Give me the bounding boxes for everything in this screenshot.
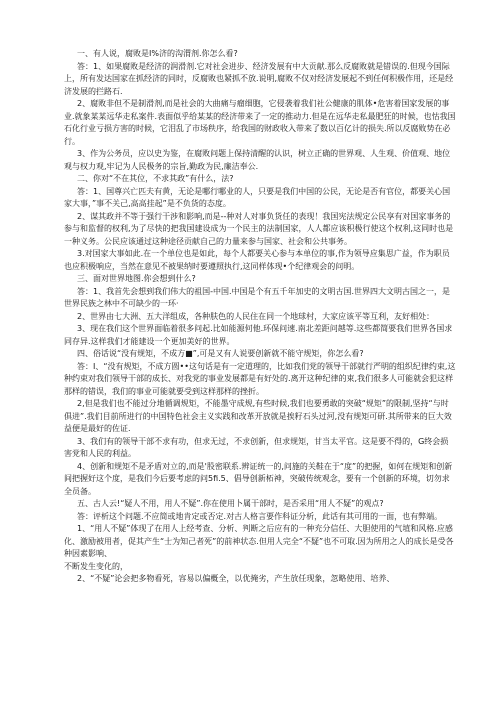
paragraph: 1、“用人不疑”体现了在用人上经考查、分析、判断之后应有的一种充分信任、大胆使用的气埴和风格.应感化、激励被用者，促其产生“士为知己者死”的前神状态.但用人完全“不疑”也不可取.因为所用之人的成长是受各种因素影响、 — [64, 524, 454, 558]
paragraph: 3、我们有的领导干部不求有功，但求无过，不求创新，但求规矩，甘当太平官。这是要不得的，G终会损害党和人民的利益。 — [64, 436, 449, 458]
paragraph: 答：I、“没有规矩，不成方圆••这句话是有一定道理的，比如我们党的领导干部就行严明的组织纪律约束,这种约束对我们领导干部的成长、对我党的事业发展都是有好处的.离开这种纪律的束,我们很多人可能就会犯这样那样的错误，我们的事业可能就要受到这样那样的挫折。 — [64, 361, 456, 396]
paragraph: 2,但是我们也不能过分地循调规矩，不能墨守成规,有些时候,我们也要勇敢的突破“规矩”的限制,坚持“与时俱进”.我们目前所进行的中国特色社会主义实践和改革开放就是挨籽石头过河,没有规矩可研.其所带来的巨大效益便是最好的佐证. — [64, 399, 452, 433]
paragraph: 3、现在我们这个世界面临着很多问起.比如能源何他.环保问速.南北差距问越等.这些都简要我们世界各国求同存异.这样我们才能建设一个更加美好的世界。 — [64, 324, 453, 346]
paragraph: 四、俗话说“没有规矩，不成方■”,可是又有人说要创新就不能守规矩，你怎么看? — [77, 349, 364, 358]
paragraph: 答：评析这个问题.不应简或地肯定或否定.对古人格言要作科证分析，此话有其可用的一面，也有弊端。 — [77, 511, 443, 521]
paragraph: 3、作为公务员，应以史为鉴，在腐败问题上保持清醒的认识，树立正确的世界观、人生观、价值观、地位观与权力观,牢记为人民极务的宗旨,勤政为民,廉洁奉公. — [64, 149, 451, 171]
paragraph: 一、有人说，腐败是I%济的沟渭剂.你怎么看? — [77, 49, 238, 58]
paragraph: 2、“不疑”论会把多物看死，容易以偏概全，以优掩劣，产生放任现象，忽略使用、培养、 — [77, 574, 395, 583]
paragraph: 4、创新和规矩不是矛盾对立的,而是'股密联系.辨证统一的,问施的关鞋在于“度”的把握，如何在规矩和创新间把握好这个度，是我们今后要考虑的问5fi.5、倡导创新柘神，突破传统观念，要有一个创新的环境，切勿求全员备。 — [64, 461, 453, 496]
paragraph: 2、世界由七大洲、五大洋组成，各种肤色的人民住在同一个地球村，大家应该平等互利，友好相处： — [77, 311, 435, 321]
paragraph: 答：1、如果腐败是经济的润滑剂.它对社会进步、经济发展有中大贡献.那么反腐败就是错误的.但现今国际上，所有发达国家在抓经济的同时，反腐败也紧抓不放.说明,腐败不仅对经济发展起不到任何积极作用，还是经济发展的拦路石. — [64, 61, 454, 96]
paragraph: 答：1、国尊兴亡匹夫有黄，无论是哪行哪业的人，只要是我们中国的公民，无论是否有官位，都要关心国家大事，”事不关己,高高挂起”是不负货的态度。 — [64, 186, 451, 208]
paragraph: 二、你对“不在其位，不求其政”有什么，法? — [77, 174, 234, 183]
paragraph: 答：1、我首先会想到我们伟大的祖国-中国.中国是个有五千年加史的文明古国.世界四大文明古国之一，是世界民族之林中不可缺少的一环· — [64, 286, 451, 308]
paragraph: 2、谋其政并不等于强行干涉和影响,而是--种对人对事负货任的表现！我国宪法规定公民享有对国家事务的参与和监督的权利,为了尽快的把我国建设成为一个民主的法制国家，人人都应该积极行使这个权利,这同时也是一种义务。公民应该通过这种途径贡献自己的力量来参与国家、社会和公共事务。 — [64, 211, 454, 246]
paragraph: 三、面对世界地图.你会想到什么? — [77, 274, 196, 283]
paragraph: 3.对国家大事如此.在一个单位也是如此，每个人都要关心参与本单位的事,作为领导应集思广益，作为职员也应积极响应，当然在意见不被果纳时要遵照执行,这同样体现•个纪律观会的问明。 — [64, 249, 450, 271]
paragraph: 2、腐败非但不是制滑剂,而是社会的大曲痛与瘤细胞，它侵袭着我们社公健康的肌体•危害着国家发展的事业.就象某某远华走私案件.表面似乎给某某的经济带来了一定的推动力.但是在远华走私最肥狂的时候，也怙我国石化行业亏损方害的时候，它泪乱了市场秩序，给我国的财政收入带来了数以百亿计的损失.所以反腐败势在必行。 — [64, 99, 456, 146]
paragraph: 不断发生变化的， — [64, 561, 128, 571]
paragraph: 五、古人云!“疑人不用，用人不疑”.你在使用卜属干部时，是否采用“用人不疑”的观点? — [77, 499, 384, 508]
